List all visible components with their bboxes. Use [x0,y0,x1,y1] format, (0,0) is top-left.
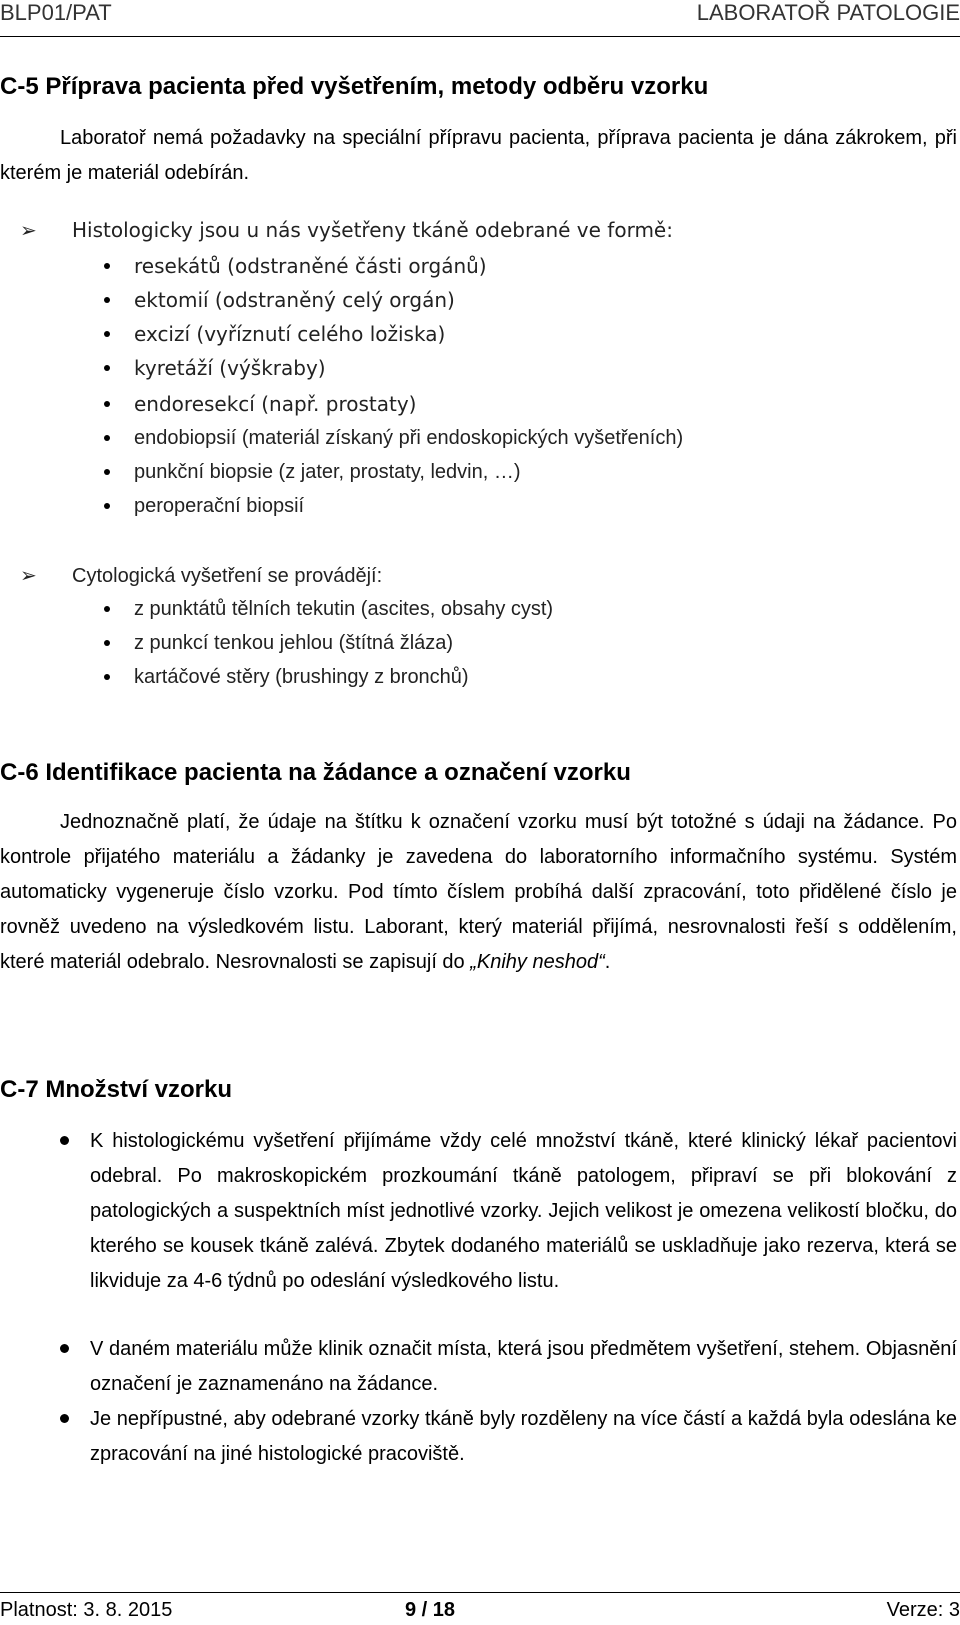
bullet-icon [60,1414,69,1423]
section-title-c5: C-5 Příprava pacienta před vyšetřením, metody odběru vzorku [0,73,709,100]
bullet-icon [104,435,110,441]
document-code: BLP01/PAT [0,0,112,25]
bullet-icon [104,401,110,407]
section-title-c6: C-6 Identifikace pacienta na žádance a označení vzorku [0,759,631,786]
page-number: 9 / 18 [405,1599,456,1621]
bullet-icon [60,1136,69,1145]
list-item: Je nepřípustné, aby odebrané vzorky tkáně byly rozděleny na více částí a každá byla odeslána ke zpracování na jiné histologické pracoviště. [60,1402,957,1472]
bullet-icon [104,606,110,612]
page-header [0,0,960,37]
c5-intro: Laboratoř nemá požadavky na speciální přípravu pacienta, příprava pacienta je dána zákrokem, při kterém je materiál odebírán. [0,127,957,184]
page-footer [0,1592,960,1625]
list-item: K histologickému vyšetření přijímáme vždy celé množství tkáně, které klinický lékař pacientovi odebral. Po makroskopickém prozkoumání tkáně patologem, připraví se při blokování z patologických a suspektních míst jednotlivé vzorky. Jejich velikost je omezena velikostí bločku, do kterého se kousek tkáně zalévá. Zbytek dodaného materiálů se uskladňuje jako rezerva, která se likviduje za 4-6 týdnů po odeslání výsledkového listu. [60,1124,957,1299]
book-name: „Knihy neshod“ [470,951,605,973]
bullet-icon [104,469,110,475]
bullet-icon [104,263,110,269]
bullet-icon [104,640,110,646]
department-name: LABORATOŘ PATOLOGIE [696,0,960,25]
c6-text: Jednoznačně platí, že údaje na štítku k označení vzorku musí být totožné s údaji na žádance. Po kontrole přijatého materiálu a žádanky je zavedena do laboratorního informačního systému. Systém automaticky vygeneruje číslo vzorku. Pod tímto číslem probíhá další zpracování, toto přidělené číslo je rovněž uvedeno na výsledkovém listu. Laborant, který materiál přijímá, nesrovnalosti řeší s oddělením, které materiál odebralo. Nesrovnalosti se zapisují do „Knihy neshod“. [0,811,957,973]
bullet-icon [60,1344,69,1353]
bullet-icon [104,503,110,509]
bullet-icon [104,297,110,303]
version-label: Verze: 3 [886,1599,960,1621]
bullet-icon [104,674,110,680]
arrow-bullet-icon: ➢ [20,218,37,242]
section-title-c7: C-7 Množství vzorku [0,1076,233,1103]
list-item: V daném materiálu může klinik označit místa, která jsou předmětem vyšetření, stehem. Objasnění označení je zaznamenáno na žádance. [60,1332,957,1402]
histology-lead: ➢ Histologicky jsou u nás vyšetřeny tkáně odebrané ve formě: [20,215,673,245]
validity-date: Platnost: 3. 8. 2015 [0,1599,173,1621]
bullet-icon [104,365,110,371]
bullet-icon [104,331,110,337]
cytology-lead: ➢ Cytologická vyšetření se provádějí: [20,560,382,591]
arrow-bullet-icon: ➢ [20,563,37,587]
